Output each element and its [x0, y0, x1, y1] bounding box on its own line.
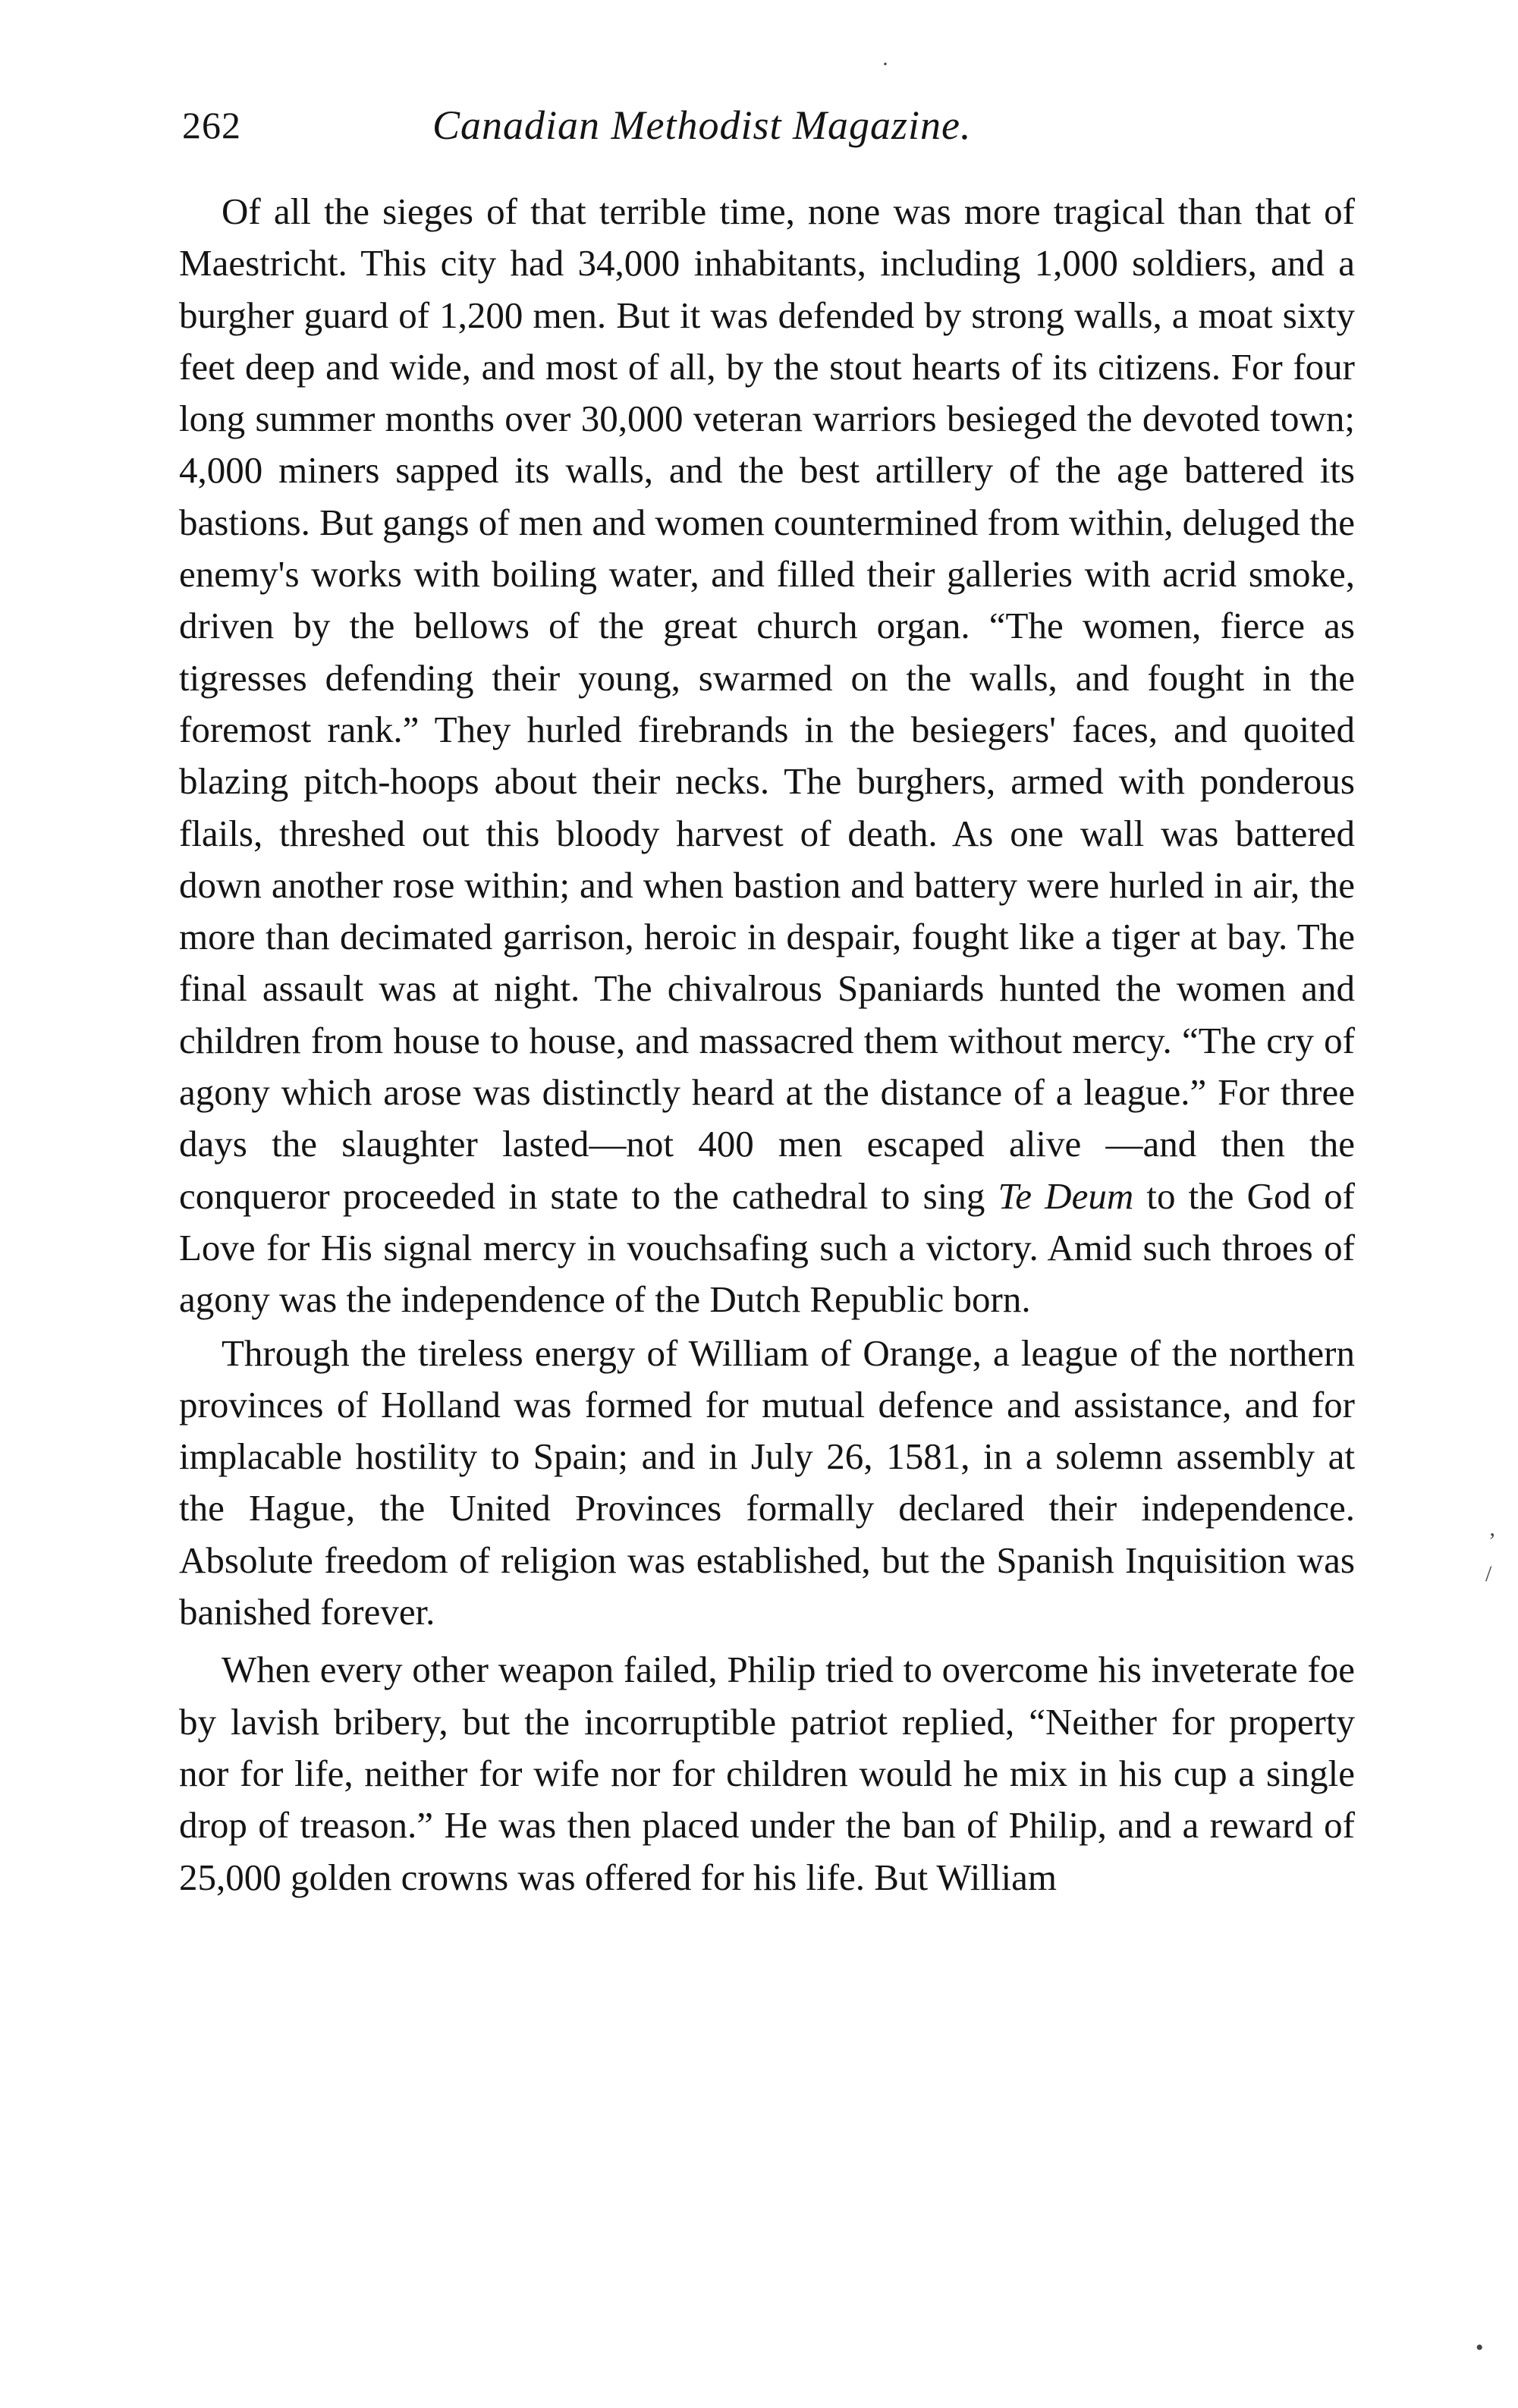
te-deum-italic: Te Deum	[998, 1174, 1134, 1217]
journal-title: Canadian Methodist Magazine.	[432, 102, 972, 148]
paragraph-united-provinces	[179, 1328, 1355, 1639]
print-speck: •	[1476, 2335, 1484, 2360]
paragraph-text: Of all the sieges of that terrible time, none was more tragical than that of Maestricht. This city had 34,000 inhabitants, including 1,000 soldiers, and a burgher guard of 1,200 men. But it was defended by strong walls, a moat sixty feet deep and wide, and most of all, by the stout hearts of its citizens. For four long summer months over 30,000 veteran warriors besieged the devoted town; 4,000 miners sapped its walls, and the best artillery of the age battered its bastions. But gangs of men and women countermined from within, deluged the enemy's works with boiling water, and filled their galleries with acrid smoke, driven by the bellows of the great church organ. “The women, fierce as tigresses defending their young, swarmed on the walls, and fought in the foremost rank.” They hurled firebrands in the besiegers' faces, and quoited blazing pitch-hoops about their necks. The burghers, armed with ponderous flails, threshed out this bloody harvest of death. As one wall was battered down another rose within; and when bastion and battery were hurled in air, the more than decimated garrison, heroic in despair, fought like a tiger at bay. The final assault was at night. The chivalrous Spaniards hunted the women and children from house to house, and massacred them without mercy. “The cry of agony which arose was distinctly heard at the distance of a league.” For three days the slaughter lasted—not 400 men escaped alive —and then the conqueror proceeded in state to the cathedral to sing	[179, 190, 1356, 1217]
margin-scratch: /	[1485, 1561, 1492, 1586]
running-head	[182, 99, 1350, 159]
paragraph-text: Through the tireless energy of William of Orange, a league of the northern provinces of Holland was formed for mutual defence and assistance, and for implacable hostility to Spain; and in July 26, 1581, in a solemn assembly at the Hague, the United Provinces formally declared their independence. Absolute freedom of religion was established, but the Spanish Inquisition was banished forever.	[179, 1331, 1355, 1633]
paragraph-text: When every other weapon failed, Philip tried to overcome his inveterate foe by lavish bribery, but the incorruptible patriot replied, “Neither for property nor for life, neither for wife nor for children would he mix in his cup a single drop of treason.” He was then placed under the ban of Philip, and a reward of 25,000 golden crowns was offered for his life. But William	[179, 1649, 1355, 1898]
margin-scratch: ‚	[1488, 1516, 1496, 1541]
paragraph-maestricht-siege	[179, 186, 1355, 1326]
print-speck: ·	[882, 52, 889, 77]
article-body	[179, 186, 1355, 1903]
paragraph-philip-bribery	[179, 1644, 1355, 1903]
page-number: 262	[182, 104, 241, 146]
paragraph-text-continued: to the God of Love for His signal mercy in vouchsafing such a victory. Amid such throes of agony was the independence of the Dutch Republic born.	[179, 1174, 1356, 1321]
